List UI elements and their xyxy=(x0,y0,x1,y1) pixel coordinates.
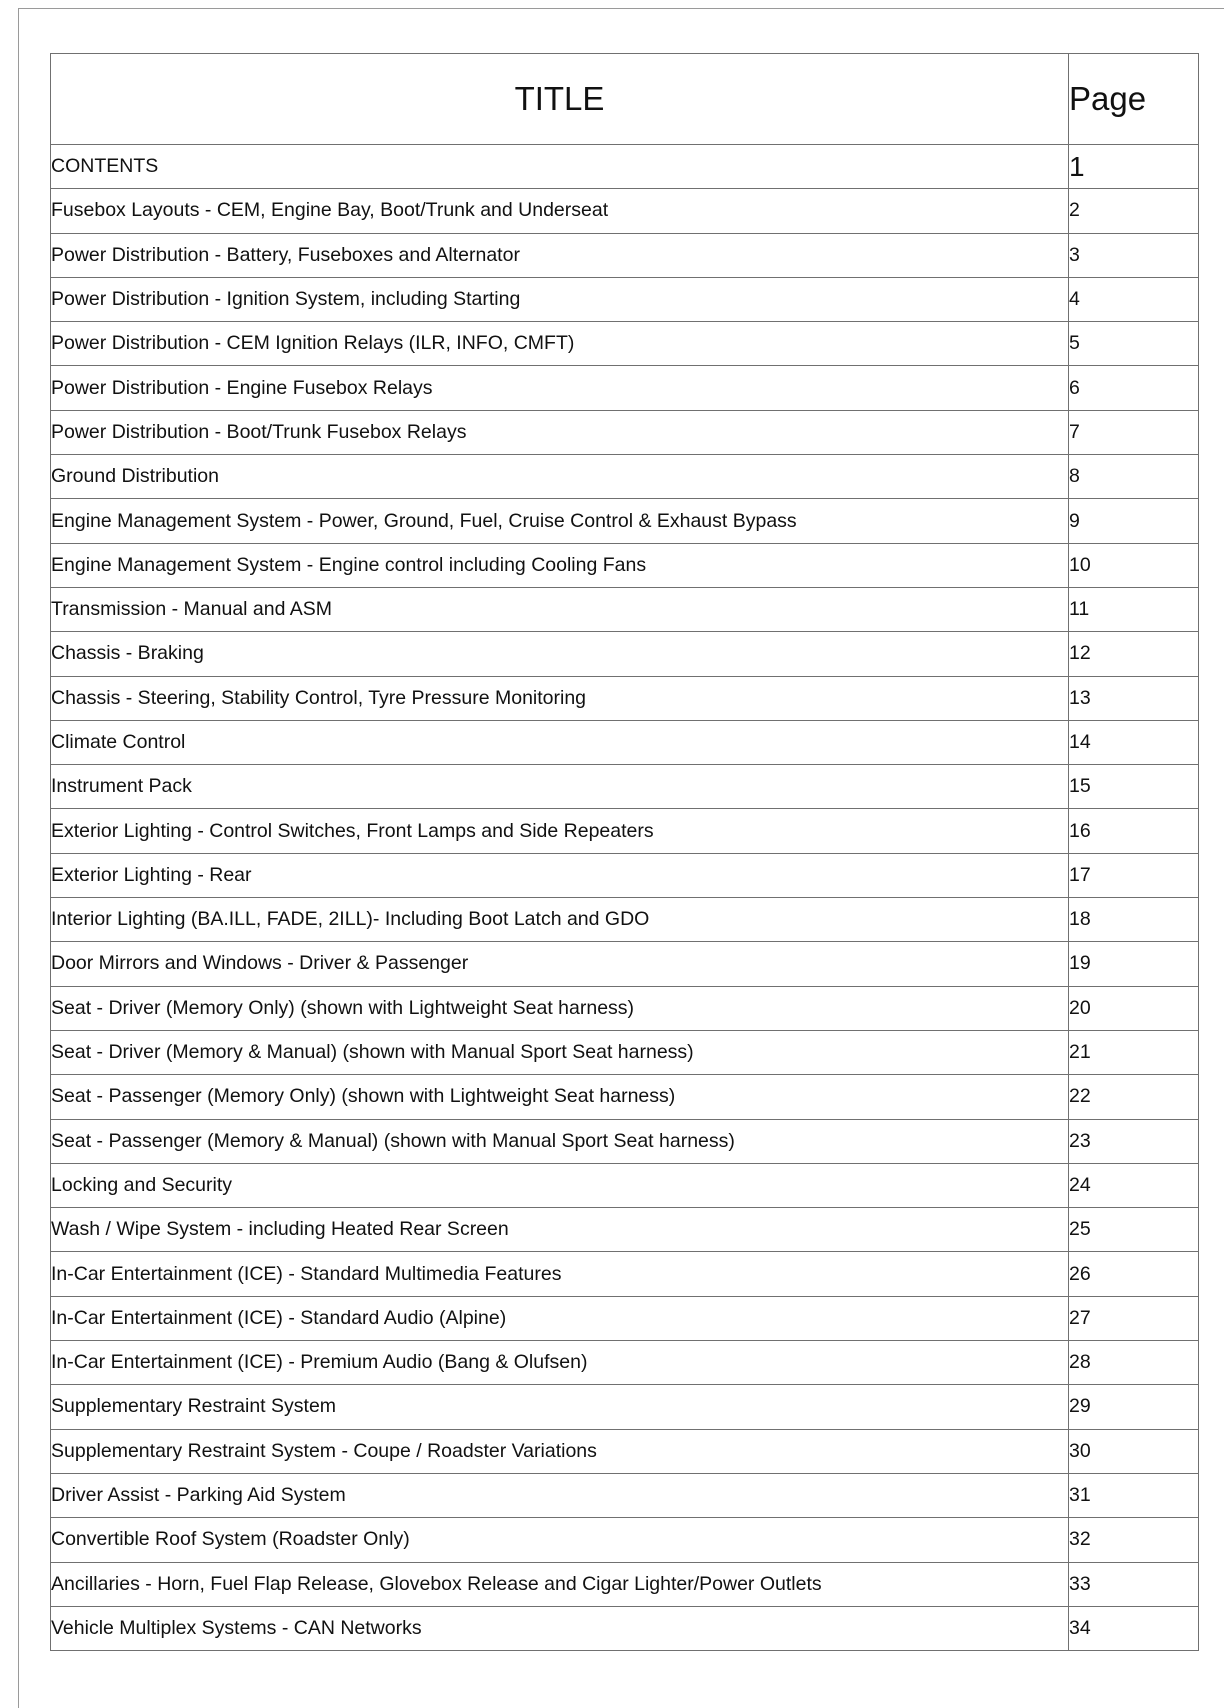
entry-title: Instrument Pack xyxy=(51,765,1069,809)
entry-title: Ancillaries - Horn, Fuel Flap Release, Glovebox Release and Cigar Lighter/Power Outlets xyxy=(51,1562,1069,1606)
table-row xyxy=(51,1208,1199,1252)
entry-page-number: 4 xyxy=(1069,277,1199,321)
entry-title: Seat - Driver (Memory Only) (shown with Lightweight Seat harness) xyxy=(51,986,1069,1030)
entry-page-number: 15 xyxy=(1069,765,1199,809)
table-row xyxy=(51,499,1199,543)
entry-title: Seat - Passenger (Memory Only) (shown with Lightweight Seat harness) xyxy=(51,1075,1069,1119)
entry-title: Chassis - Steering, Stability Control, Tyre Pressure Monitoring xyxy=(51,676,1069,720)
entry-page-number: 7 xyxy=(1069,410,1199,454)
entry-page-number: 14 xyxy=(1069,720,1199,764)
entry-title: Power Distribution - Boot/Trunk Fusebox Relays xyxy=(51,410,1069,454)
entry-title: Wash / Wipe System - including Heated Rear Screen xyxy=(51,1208,1069,1252)
title-column-header: TITLE xyxy=(51,54,1069,145)
table-row xyxy=(51,587,1199,631)
entry-page-number: 6 xyxy=(1069,366,1199,410)
entry-page-number: 19 xyxy=(1069,942,1199,986)
table-row xyxy=(51,322,1199,366)
table-row xyxy=(51,1296,1199,1340)
entry-page-number: 5 xyxy=(1069,322,1199,366)
table-row xyxy=(51,720,1199,764)
entry-page-number: 8 xyxy=(1069,455,1199,499)
entry-title: Transmission - Manual and ASM xyxy=(51,587,1069,631)
entry-title: Power Distribution - Engine Fusebox Relays xyxy=(51,366,1069,410)
entry-title: CONTENTS xyxy=(51,145,1069,189)
entry-page-number: 23 xyxy=(1069,1119,1199,1163)
entry-page-number: 13 xyxy=(1069,676,1199,720)
table-row xyxy=(51,986,1199,1030)
table-row xyxy=(51,410,1199,454)
table-row xyxy=(51,189,1199,233)
entry-page-number: 34 xyxy=(1069,1606,1199,1650)
entry-page-number: 1 xyxy=(1069,145,1199,189)
entry-title: Power Distribution - Ignition System, including Starting xyxy=(51,277,1069,321)
table-row xyxy=(51,1163,1199,1207)
entry-title: Locking and Security xyxy=(51,1163,1069,1207)
table-row xyxy=(51,1429,1199,1473)
contents-table xyxy=(50,53,1199,1651)
entry-title: Power Distribution - CEM Ignition Relays (ILR, INFO, CMFT) xyxy=(51,322,1069,366)
table-row xyxy=(51,145,1199,189)
table-row xyxy=(51,1030,1199,1074)
table-row xyxy=(51,455,1199,499)
table-row xyxy=(51,676,1199,720)
entry-title: Door Mirrors and Windows - Driver & Passenger xyxy=(51,942,1069,986)
entry-title: Fusebox Layouts - CEM, Engine Bay, Boot/Trunk and Underseat xyxy=(51,189,1069,233)
entry-title: Exterior Lighting - Rear xyxy=(51,853,1069,897)
entry-page-number: 33 xyxy=(1069,1562,1199,1606)
entry-page-number: 20 xyxy=(1069,986,1199,1030)
entry-title: In-Car Entertainment (ICE) - Standard Audio (Alpine) xyxy=(51,1296,1069,1340)
entry-page-number: 30 xyxy=(1069,1429,1199,1473)
entry-title: Vehicle Multiplex Systems - CAN Networks xyxy=(51,1606,1069,1650)
entry-title: Engine Management System - Power, Ground, Fuel, Cruise Control & Exhaust Bypass xyxy=(51,499,1069,543)
entry-page-number: 11 xyxy=(1069,587,1199,631)
entry-title: Engine Management System - Engine control including Cooling Fans xyxy=(51,543,1069,587)
entry-title: Supplementary Restraint System - Coupe / Roadster Variations xyxy=(51,1429,1069,1473)
entry-title: Power Distribution - Battery, Fuseboxes and Alternator xyxy=(51,233,1069,277)
entry-title: Seat - Passenger (Memory & Manual) (shown with Manual Sport Seat harness) xyxy=(51,1119,1069,1163)
table-row xyxy=(51,1341,1199,1385)
table-row xyxy=(51,277,1199,321)
entry-title: Convertible Roof System (Roadster Only) xyxy=(51,1518,1069,1562)
table-row xyxy=(51,233,1199,277)
entry-page-number: 27 xyxy=(1069,1296,1199,1340)
table-row xyxy=(51,1606,1199,1650)
header-row xyxy=(51,54,1199,145)
entry-page-number: 32 xyxy=(1069,1518,1199,1562)
entry-title: Climate Control xyxy=(51,720,1069,764)
page-column-header: Page xyxy=(1069,54,1199,145)
contents-table-body xyxy=(51,145,1199,1651)
table-row xyxy=(51,632,1199,676)
table-row xyxy=(51,1075,1199,1119)
entry-title: Interior Lighting (BA.ILL, FADE, 2ILL)- Including Boot Latch and GDO xyxy=(51,898,1069,942)
table-row xyxy=(51,543,1199,587)
table-row xyxy=(51,809,1199,853)
table-row xyxy=(51,1473,1199,1517)
table-row xyxy=(51,1119,1199,1163)
table-row xyxy=(51,853,1199,897)
table-row xyxy=(51,765,1199,809)
table-row xyxy=(51,1252,1199,1296)
table-row xyxy=(51,1518,1199,1562)
entry-title: Driver Assist - Parking Aid System xyxy=(51,1473,1069,1517)
entry-page-number: 16 xyxy=(1069,809,1199,853)
entry-page-number: 2 xyxy=(1069,189,1199,233)
table-row xyxy=(51,1385,1199,1429)
table-row xyxy=(51,898,1199,942)
entry-page-number: 25 xyxy=(1069,1208,1199,1252)
entry-title: Ground Distribution xyxy=(51,455,1069,499)
entry-title: Supplementary Restraint System xyxy=(51,1385,1069,1429)
entry-page-number: 17 xyxy=(1069,853,1199,897)
entry-page-number: 10 xyxy=(1069,543,1199,587)
entry-title: In-Car Entertainment (ICE) - Standard Multimedia Features xyxy=(51,1252,1069,1296)
table-row xyxy=(51,366,1199,410)
entry-title: Exterior Lighting - Control Switches, Front Lamps and Side Repeaters xyxy=(51,809,1069,853)
entry-page-number: 28 xyxy=(1069,1341,1199,1385)
entry-page-number: 21 xyxy=(1069,1030,1199,1074)
entry-title: In-Car Entertainment (ICE) - Premium Audio (Bang & Olufsen) xyxy=(51,1341,1069,1385)
table-row xyxy=(51,942,1199,986)
entry-page-number: 9 xyxy=(1069,499,1199,543)
entry-page-number: 31 xyxy=(1069,1473,1199,1517)
entry-page-number: 29 xyxy=(1069,1385,1199,1429)
table-row xyxy=(51,1562,1199,1606)
entry-page-number: 26 xyxy=(1069,1252,1199,1296)
entry-page-number: 22 xyxy=(1069,1075,1199,1119)
entry-page-number: 3 xyxy=(1069,233,1199,277)
entry-title: Chassis - Braking xyxy=(51,632,1069,676)
entry-page-number: 24 xyxy=(1069,1163,1199,1207)
entry-page-number: 18 xyxy=(1069,898,1199,942)
entry-page-number: 12 xyxy=(1069,632,1199,676)
entry-title: Seat - Driver (Memory & Manual) (shown with Manual Sport Seat harness) xyxy=(51,1030,1069,1074)
